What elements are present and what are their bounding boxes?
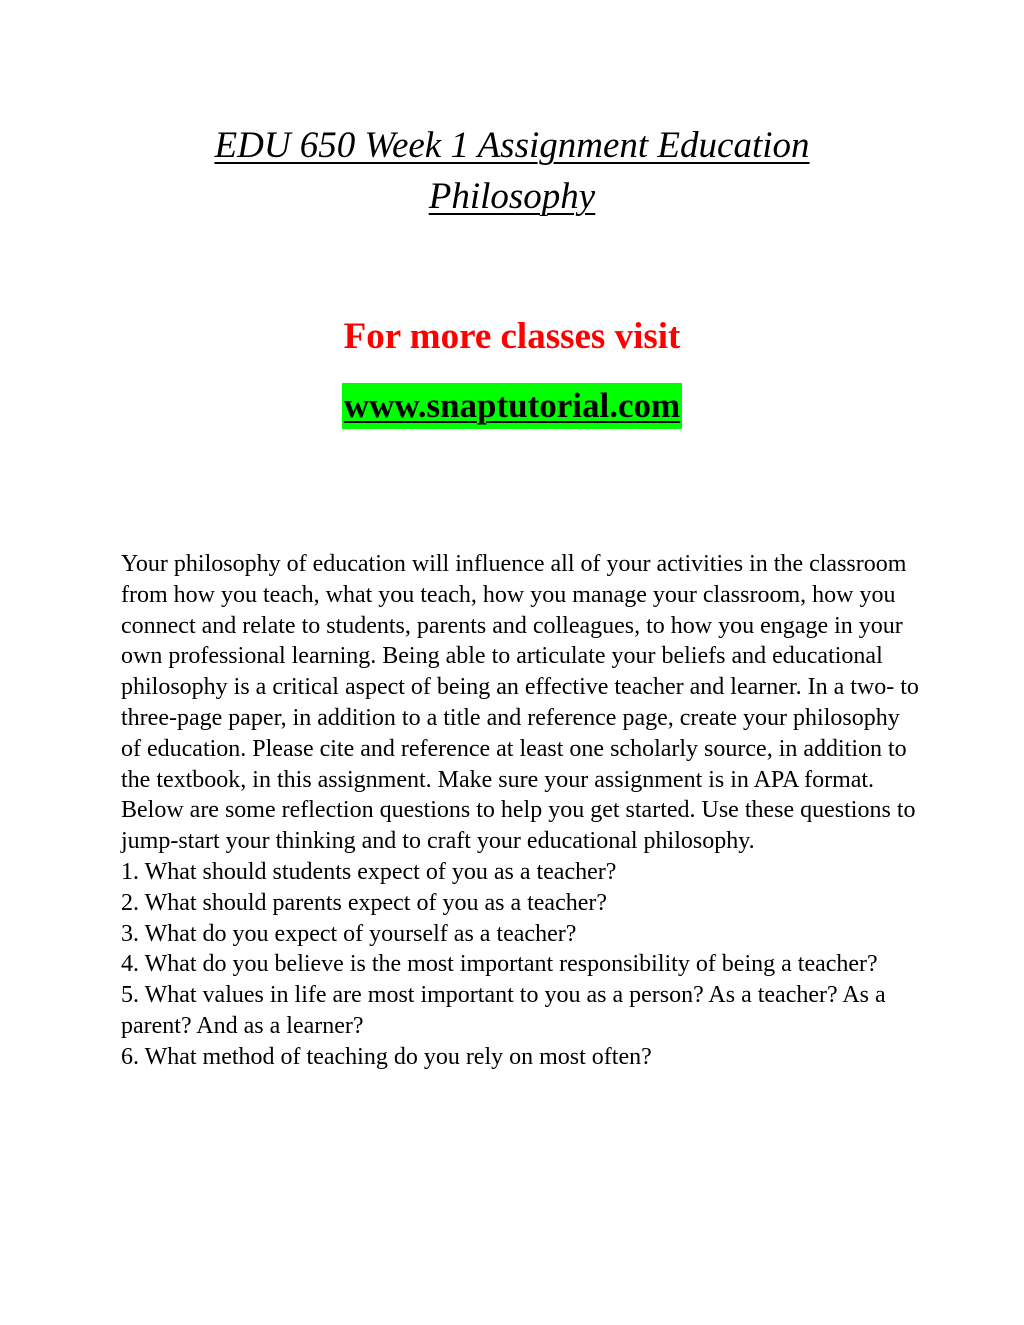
promo-url-container — [0, 383, 1024, 429]
question-item: 2. What should parents expect of you as a teacher? — [121, 889, 608, 916]
title-line-2: Philosophy — [428, 176, 596, 217]
body-text — [121, 549, 921, 1073]
question-item: 4. What do you believe is the most important responsibility of being a teacher? — [121, 951, 878, 978]
question-item: 5. What values in life are most important to you as a person? As a teacher? As a parent? And as a learner? — [121, 982, 886, 1039]
promo-text: For more classes visit — [343, 316, 681, 357]
title-line-1: EDU 650 Week 1 Assignment Education — [214, 125, 810, 166]
questions-intro: Below are some reflection questions to help you get started. Use these questions to jump-start your thinking and to craft your educational philosophy. — [121, 797, 916, 855]
question-item: 1. What should students expect of you as a teacher? — [121, 858, 617, 885]
promo-url-link[interactable]: www.snaptutorial.com — [342, 383, 682, 429]
question-item: 6. What method of teaching do you rely on most often? — [121, 1043, 652, 1070]
page-title — [0, 120, 1024, 222]
question-item: 3. What do you expect of yourself as a teacher? — [121, 920, 577, 947]
assignment-paragraph: Your philosophy of education will influence all of your activities in the classroom from how you teach, what you teach, how you manage your classroom, how you connect and relate to students, parents and colleagues, to how you engage in your own professional learning. Being able to articulate your beliefs and educational philosophy is a critical aspect of being an effective teacher and learner. In a two- to three-page paper, in addition to a title and reference page, create your philosophy of education. Please cite and reference at least one scholarly source, in addition to the textbook, in this assignment. Make sure your assignment is in APA format. — [121, 551, 919, 793]
